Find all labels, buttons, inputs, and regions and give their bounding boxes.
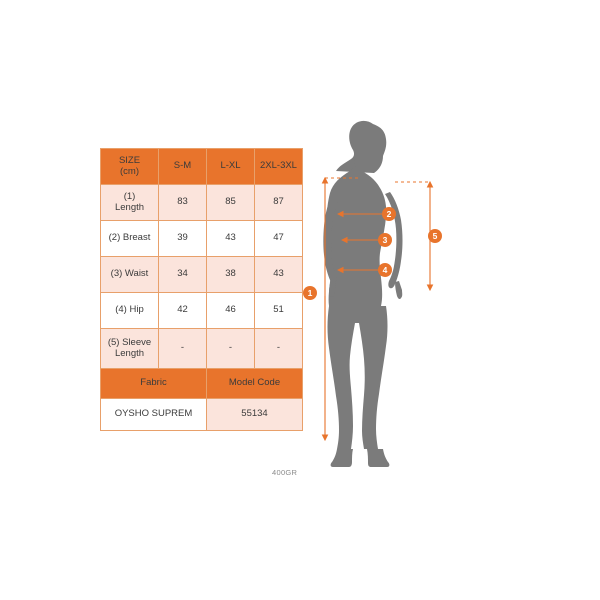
table-footer-value-row <box>101 399 303 431</box>
row-label-waist: (3) Waist <box>101 257 159 293</box>
row-label-length-line2: Length <box>114 201 145 213</box>
cell-breast-l-xl: 43 <box>207 221 255 257</box>
table-footer-header-row <box>101 369 303 399</box>
cell-length-l-xl: 85 <box>207 185 255 221</box>
table-row-waist <box>101 257 303 293</box>
marker-badge-4: 4 <box>378 263 392 277</box>
row-label-hip: (4) Hip <box>101 293 159 329</box>
row-label-sleeve-line2: Length <box>114 347 145 359</box>
marker-badge-2: 2 <box>382 207 396 221</box>
row-label-length-line1: (1) <box>123 190 136 202</box>
header-size-line1: SIZE <box>118 154 141 166</box>
size-table <box>100 148 303 431</box>
cell-hip-s-m: 42 <box>159 293 207 329</box>
cell-hip-2xl-3xl: 51 <box>255 293 303 329</box>
table-row-sleeve-length <box>101 329 303 369</box>
model-code-header-cell: Model Code <box>207 369 303 399</box>
fabric-header-cell: Fabric <box>101 369 207 399</box>
table-row-hip <box>101 293 303 329</box>
row-label-breast: (2) Breast <box>101 221 159 257</box>
table-row-breast <box>101 221 303 257</box>
marker-badge-3: 3 <box>378 233 392 247</box>
cell-sleeve-s-m: - <box>159 329 207 369</box>
cell-sleeve-2xl-3xl: - <box>255 329 303 369</box>
cell-breast-2xl-3xl: 47 <box>255 221 303 257</box>
body-silhouette-icon <box>310 110 490 480</box>
cell-hip-l-xl: 46 <box>207 293 255 329</box>
figure-illustration <box>310 110 490 480</box>
header-size-line2: (cm) <box>120 165 139 177</box>
cell-length-s-m: 83 <box>159 185 207 221</box>
cell-waist-s-m: 34 <box>159 257 207 293</box>
cell-length-2xl-3xl: 87 <box>255 185 303 221</box>
model-code-value-cell: 55134 <box>207 399 303 431</box>
table-header-row <box>101 149 303 185</box>
header-size-cell <box>101 149 159 185</box>
fabric-value-cell: OYSHO SUPREM <box>101 399 207 431</box>
row-label-length <box>101 185 159 221</box>
cell-waist-l-xl: 38 <box>207 257 255 293</box>
row-label-sleeve-line1: (5) Sleeve <box>107 336 152 348</box>
header-col-s-m: S-M <box>159 149 207 185</box>
marker-badge-5: 5 <box>428 229 442 243</box>
cell-sleeve-l-xl: - <box>207 329 255 369</box>
row-label-sleeve <box>101 329 159 369</box>
cell-waist-2xl-3xl: 43 <box>255 257 303 293</box>
header-col-l-xl: L-XL <box>207 149 255 185</box>
header-col-2xl-3xl: 2XL-3XL <box>255 149 303 185</box>
table-row-length <box>101 185 303 221</box>
marker-badge-1: 1 <box>303 286 317 300</box>
cell-breast-s-m: 39 <box>159 221 207 257</box>
weight-note: 400GR <box>272 468 298 477</box>
